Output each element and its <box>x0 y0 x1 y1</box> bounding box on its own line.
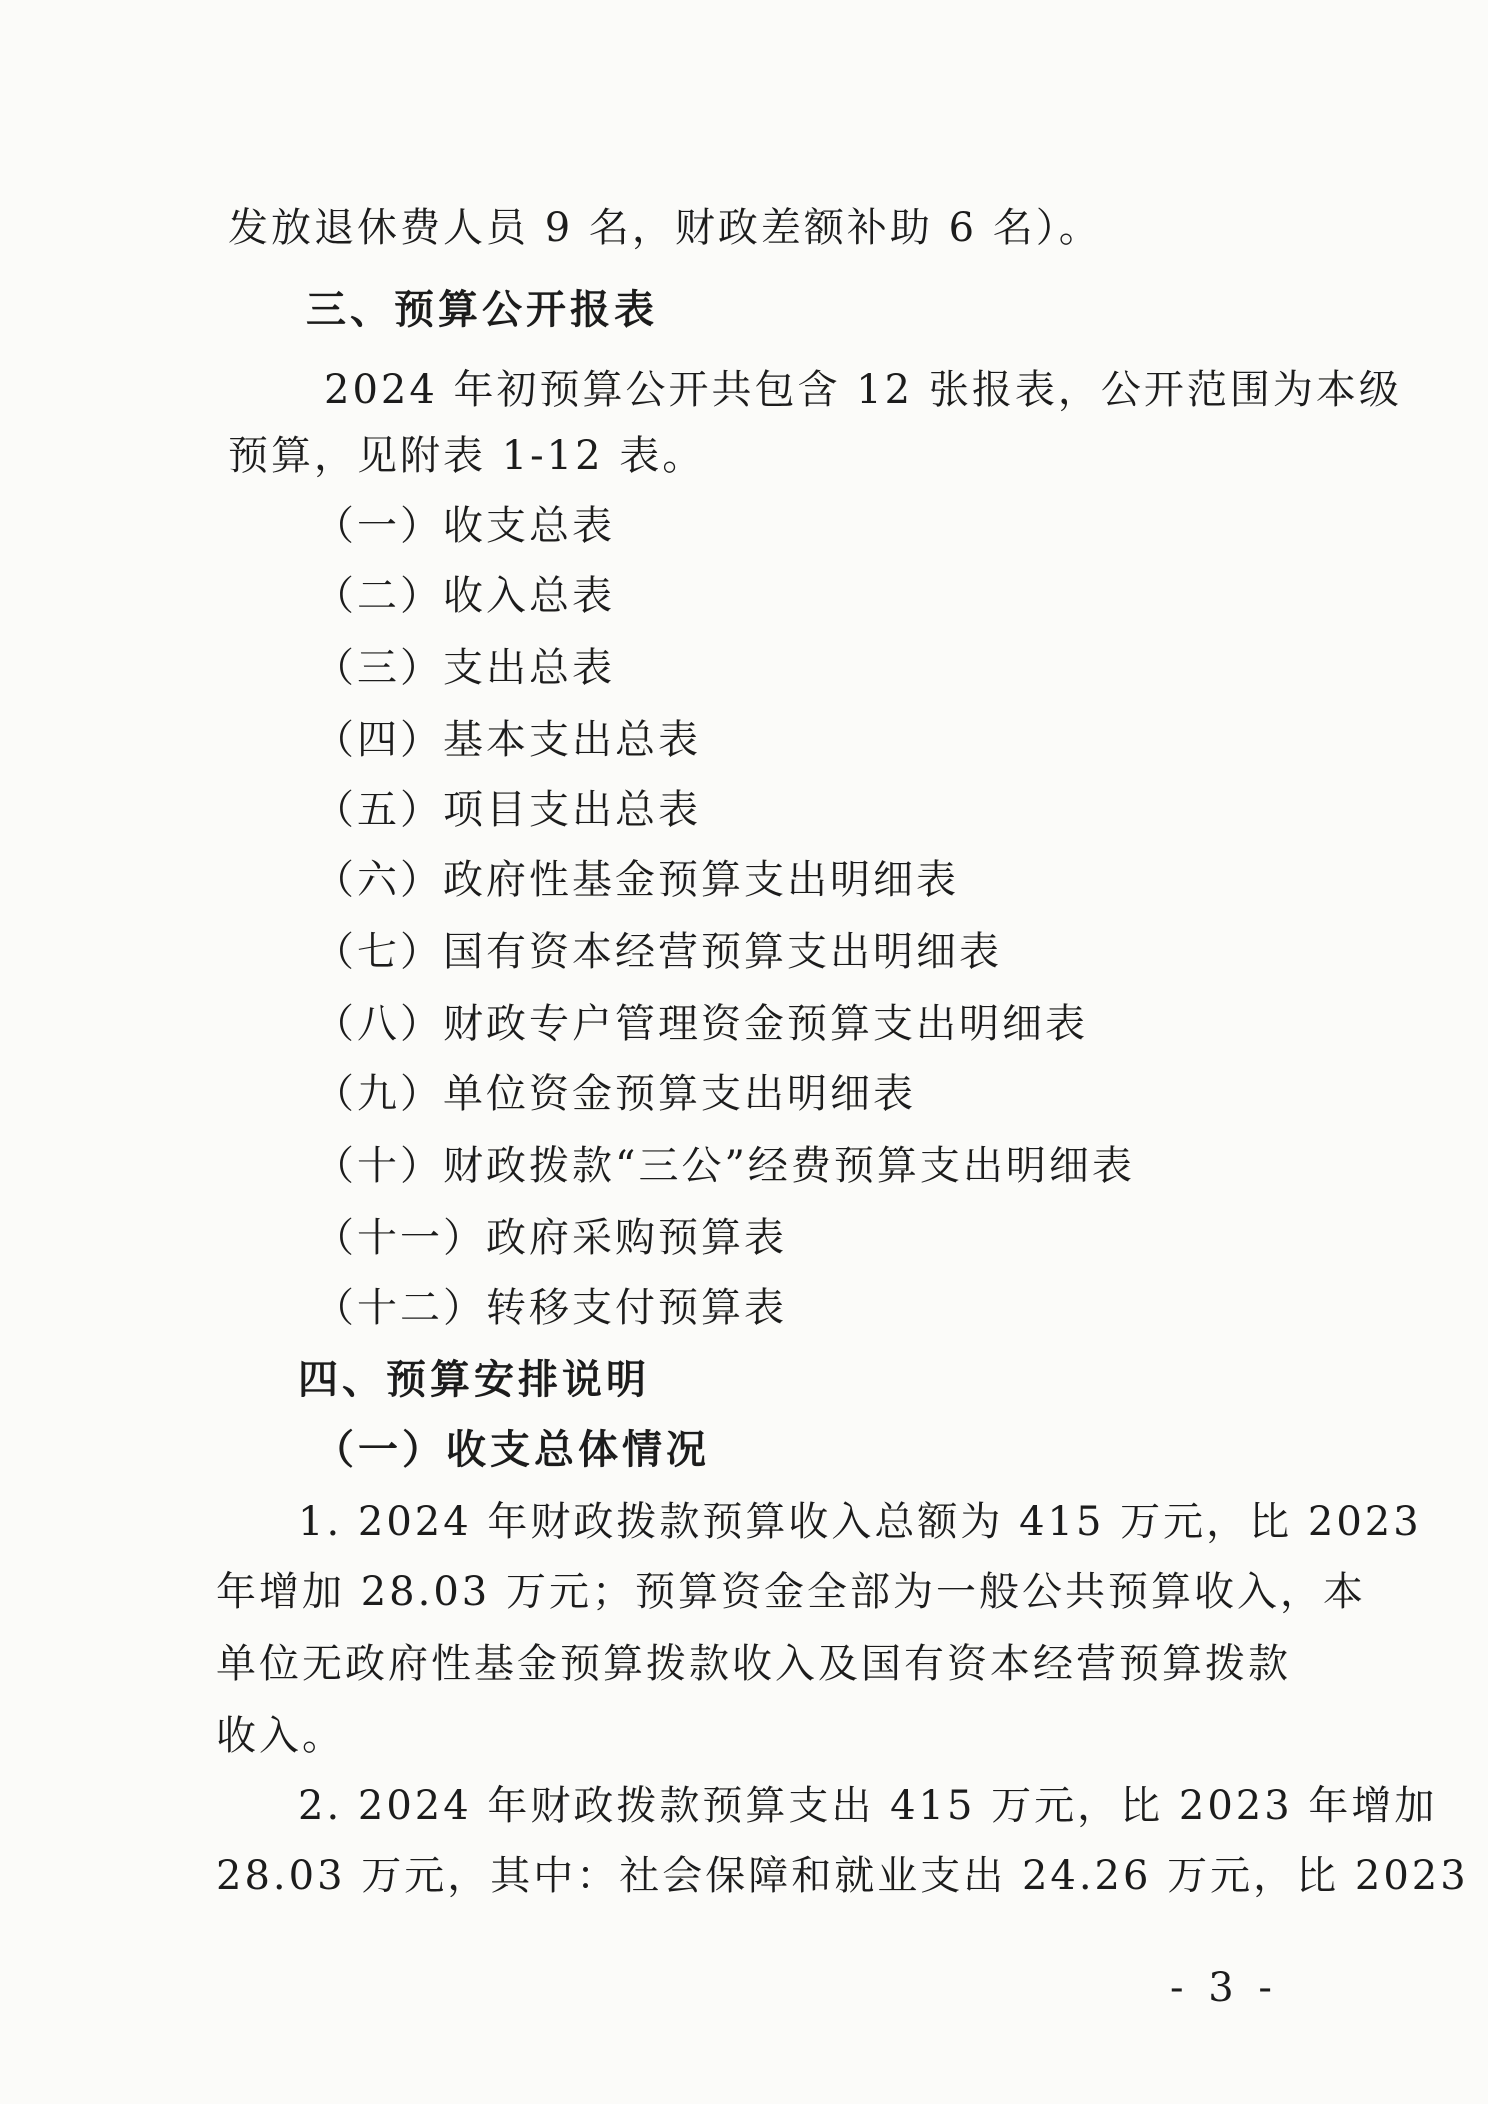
list-item-12: （十二）转移支付预算表 <box>314 1285 787 1331</box>
list-item-11: （十一）政府采购预算表 <box>314 1215 787 1261</box>
list-item-2: （二）收入总表 <box>314 573 615 619</box>
list-item-8: （八）财政专户管理资金预算支出明细表 <box>314 1001 1088 1047</box>
text-line-9: 28.03 万元，其中：社会保障和就业支出 24.26 万元，比 2023 <box>216 1853 1469 1899</box>
list-item-7: （七）国有资本经营预算支出明细表 <box>314 929 1002 975</box>
list-item-5: （五）项目支出总表 <box>314 787 701 833</box>
list-item-4: （四）基本支出总表 <box>314 717 701 763</box>
subsection-heading-1: （一）收支总体情况 <box>314 1426 710 1473</box>
list-item-9: （九）单位资金预算支出明细表 <box>314 1071 916 1117</box>
list-item-3: （三）支出总表 <box>314 645 615 691</box>
list-item-10: （十）财政拨款“三公”经费预算支出明细表 <box>314 1143 1135 1189</box>
list-item-6: （六）政府性基金预算支出明细表 <box>314 857 959 903</box>
text-line-7: 收入。 <box>216 1713 345 1759</box>
text-line-1: 发放退休费人员 9 名，财政差额补助 6 名）。 <box>228 205 1102 251</box>
text-line-2: 2024 年初预算公开共包含 12 张报表，公开范围为本级 <box>324 367 1402 413</box>
section-heading-3: 三、预算公开报表 <box>306 286 658 333</box>
text-line-6: 单位无政府性基金预算拨款收入及国有资本经营预算拨款 <box>216 1641 1291 1687</box>
text-line-8: 2. 2024 年财政拨款预算支出 415 万元，比 2023 年增加 <box>298 1783 1438 1829</box>
text-line-4: 1. 2024 年财政拨款预算收入总额为 415 万元，比 2023 <box>298 1499 1422 1545</box>
list-item-1: （一）收支总表 <box>314 503 615 549</box>
text-line-5: 年增加 28.03 万元；预算资金全部为一般公共预算收入，本 <box>216 1569 1366 1615</box>
section-heading-4: 四、预算安排说明 <box>298 1356 650 1403</box>
page-number: - 3 - <box>1170 1965 1278 2011</box>
text-line-3: 预算，见附表 1-12 表。 <box>228 433 706 479</box>
